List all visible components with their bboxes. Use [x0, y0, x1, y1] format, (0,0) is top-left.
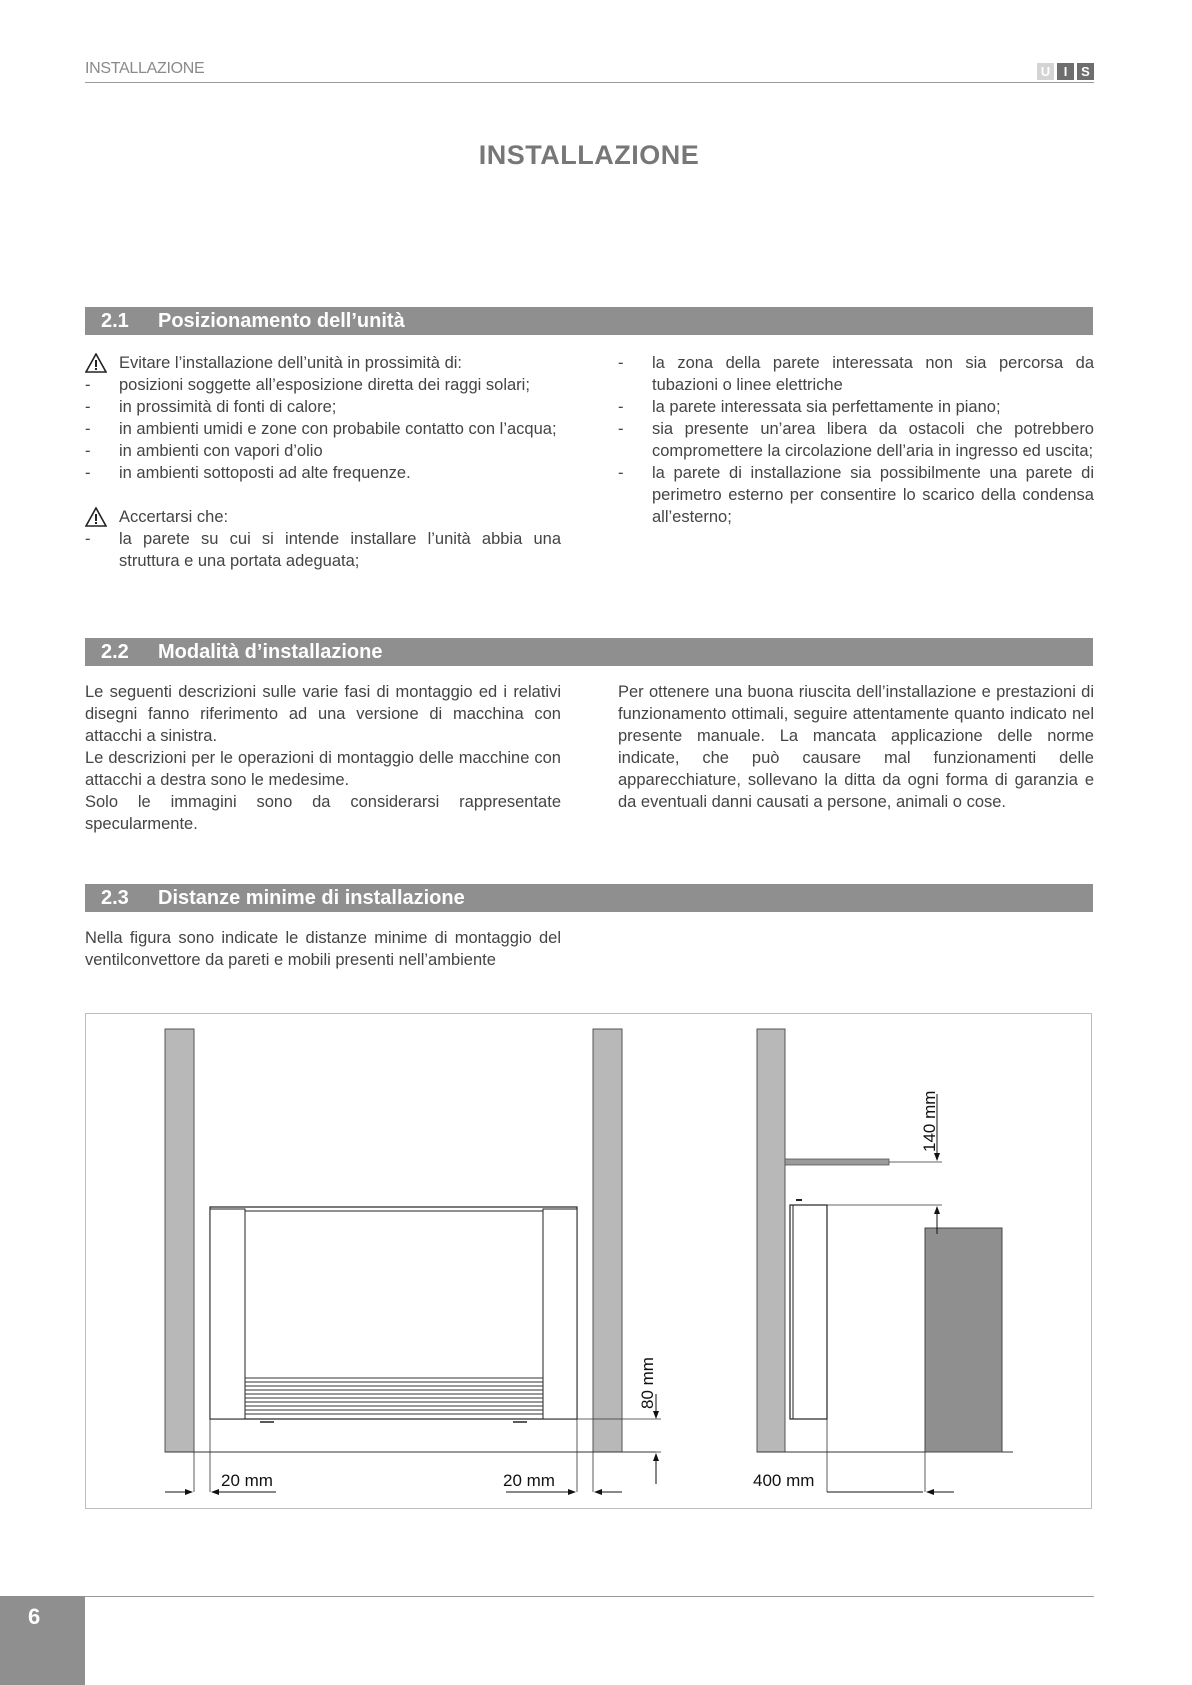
left-wall: [165, 1029, 194, 1452]
list-item: - la parete di installazione sia possibilmente una parete di perimetro esterno per consentire lo scarico della condensa all’esterno;: [618, 464, 1094, 526]
section-2-1-left-column: [85, 352, 561, 572]
warning-triangle-icon: [85, 507, 107, 527]
page-title: INSTALLAZIONE: [478, 140, 700, 170]
shelf: [785, 1159, 889, 1165]
dimension-label-400mm: 400 mm: [753, 1471, 815, 1490]
list-item: - in ambienti umidi e zone con probabile contatto con l’acqua;: [85, 420, 557, 438]
paragraph: Le seguenti descrizioni sulle varie fasi di montaggio ed i relativi disegni fanno riferimento ad una versione di macchina con attacchi a sinistra.: [85, 683, 561, 745]
list-item: - in ambienti sottoposti ad alte frequenze.: [85, 464, 411, 482]
dimension-label-20mm-right: 20 mm: [503, 1471, 555, 1490]
section-2-2-right-column: [618, 681, 1094, 813]
warning-text: Accertarsi che:: [119, 508, 229, 526]
fan-coil-front-view: [210, 1207, 577, 1422]
logo-letter-i: I: [1057, 63, 1074, 80]
paragraph: Per ottenere una buona riuscita dell’installazione e prestazioni di funzionamento ottimali, seguire attentamente quanto indicato nel presente manuale. La mancata applicazione delle norme indicate, che può causare mal funzionamenti delle apparecchiature, sollevano la ditta da ogni forma di garanzia e da eventuali danni causati a persone, animali o cose.: [618, 683, 1094, 811]
section-heading-2-2: [85, 638, 1093, 666]
list-item: - in ambienti con vapori d’olio: [85, 442, 323, 460]
section-2-2-left-column: [85, 681, 561, 835]
warning-text: Evitare l’installazione dell’unità in prossimità di:: [119, 354, 462, 372]
list-item: - la parete interessata sia perfettamente in piano;: [618, 398, 1001, 416]
warning-note: [85, 506, 561, 528]
list-item: - la parete su cui si intende installare l’unità abbia una struttura e una portata adeguata;: [85, 530, 561, 570]
section-heading-2-3: [85, 884, 1093, 912]
section-2-3-text: [85, 927, 561, 971]
paragraph: Solo le immagini sono da considerarsi rappresentate specularmente.: [85, 793, 561, 833]
section-number: 2.1: [101, 310, 129, 332]
dimension-label-20mm-left: 20 mm: [221, 1471, 273, 1490]
section-heading-2-1: [85, 307, 1093, 335]
right-wall: [593, 1029, 622, 1452]
paragraph: Nella figura sono indicate le distanze minime di montaggio del ventilconvettore da pareti e mobili presenti nell’ambiente: [85, 929, 561, 969]
side-wall: [757, 1029, 785, 1452]
logo-letter-u: U: [1037, 63, 1054, 80]
list-item: - sia presente un’area libera da ostacoli che potrebbero compromettere la circolazione dell’aria in ingresso ed uscita;: [618, 420, 1094, 460]
fan-coil-side-view: [790, 1200, 827, 1419]
header-divider: [85, 82, 1094, 83]
section-title: Posizionamento dell’unità: [158, 310, 405, 332]
footer-divider: [85, 1596, 1094, 1597]
dimension-label-80mm: 80 mm: [638, 1357, 657, 1409]
section-title: Modalità d’installazione: [158, 641, 383, 663]
list-item: - la zona della parete interessata non sia percorsa da tubazioni o linee elettriche: [618, 354, 1094, 394]
paragraph: Le descrizioni per le operazioni di montaggio delle macchine con attacchi a destra sono le medesime.: [85, 749, 561, 789]
brand-logo: [1034, 63, 1094, 80]
dimension-label-140mm: 140 mm: [920, 1090, 939, 1152]
page-number-box: [0, 1596, 85, 1685]
page-number: 6: [28, 1604, 41, 1629]
section-2-1-right-column: [618, 352, 1094, 528]
furniture-block: [925, 1228, 1002, 1452]
logo-letter-s: S: [1077, 63, 1094, 80]
running-header: INSTALLAZIONE: [85, 60, 205, 77]
section-number: 2.2: [101, 641, 129, 663]
warning-note: [85, 352, 561, 374]
installation-distances-figure: [85, 1013, 1092, 1509]
section-number: 2.3: [101, 887, 129, 909]
section-title: Distanze minime di installazione: [158, 887, 465, 909]
list-item: - in prossimità di fonti di calore;: [85, 398, 337, 416]
list-item: - posizioni soggette all’esposizione diretta dei raggi solari;: [85, 376, 530, 394]
warning-triangle-icon: [85, 353, 107, 373]
